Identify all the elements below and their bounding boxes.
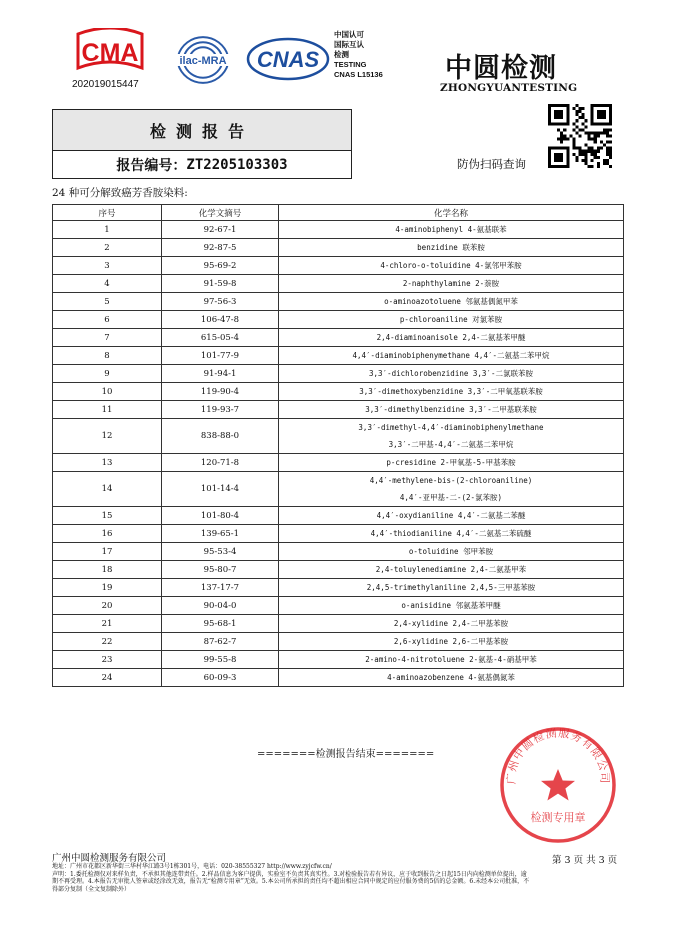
cell-no: 1 — [53, 221, 162, 239]
cell-cas: 137-17-7 — [162, 579, 279, 597]
brand-name: 中圆检测 — [445, 53, 557, 84]
chemical-name-line: 2-naphthylamine 2-萘胺 — [402, 279, 500, 288]
cell-cas: 91-94-1 — [162, 365, 279, 383]
cnas-accreditation-text — [334, 30, 383, 80]
table-row — [53, 543, 624, 561]
footer-statement — [52, 863, 627, 893]
table-row — [53, 507, 624, 525]
cnas-line: CNAS L15136 — [334, 70, 383, 79]
chemical-name-line: 2,4-xylidine 2,4-二甲基苯胺 — [393, 619, 509, 628]
chemical-name-line: 4,4′-thiodianiline 4,4′-二氨基二苯硫醚 — [370, 529, 532, 538]
table-row — [53, 472, 624, 507]
table-row — [53, 651, 624, 669]
chemical-name-line: 3,3′-dichlorobenzidine 3,3′-二氯联苯胺 — [369, 369, 533, 378]
cnas-line: 检测 — [334, 50, 349, 59]
cell-chemical-name — [279, 221, 624, 239]
cell-cas: 101-80-4 — [162, 507, 279, 525]
cell-no: 24 — [53, 669, 162, 687]
cell-chemical-name — [279, 454, 624, 472]
cell-no: 7 — [53, 329, 162, 347]
report-title-box — [52, 109, 352, 179]
chemical-name-line: 2-amino-4-nitrotoluene 2-氨基-4-硝基甲苯 — [365, 655, 537, 664]
table-row — [53, 597, 624, 615]
cnas-logo — [246, 33, 330, 85]
cell-cas: 97-56-3 — [162, 293, 279, 311]
cell-no: 12 — [53, 419, 162, 454]
cell-no: 19 — [53, 579, 162, 597]
cell-cas: 92-67-1 — [162, 221, 279, 239]
cell-no: 8 — [53, 347, 162, 365]
chemical-name-line: 3,3′-dimethoxybenzidine 3,3′-二甲氧基联苯胺 — [359, 387, 543, 396]
cell-cas: 60-09-3 — [162, 669, 279, 687]
table-row — [53, 419, 624, 454]
cma-logo — [72, 28, 148, 74]
cell-no: 20 — [53, 597, 162, 615]
header-cas: 化学文摘号 — [162, 205, 279, 221]
table-row — [53, 401, 624, 419]
table-header-row — [53, 205, 624, 221]
table-row — [53, 257, 624, 275]
cell-chemical-name — [279, 275, 624, 293]
cnas-line: TESTING — [334, 60, 367, 69]
cell-chemical-name — [279, 472, 624, 507]
chemical-name-line: 4,4′-methylene-bis-(2-chloroaniline) — [369, 476, 533, 485]
chemical-name-line: 4,4′-亚甲基-二-(2-氯苯胺) — [399, 493, 503, 502]
seal-star-icon — [541, 769, 575, 801]
cell-cas: 91-59-8 — [162, 275, 279, 293]
chemical-name-line: 4-aminobiphenyl 4-氨基联苯 — [395, 225, 507, 234]
footer-line: 声明：1.委托检测仅对来样负责，不承担其他连带责任。2.样品信息为客户提供，实验室不负责其真实性。3.对检验报告若有异议，应于收到报告之日起15日内向检测单位提出，逾 — [52, 870, 527, 878]
cell-cas: 95-68-1 — [162, 615, 279, 633]
chemical-name-line: p-cresidine 2-甲氧基-5-甲基苯胺 — [386, 458, 516, 467]
cell-no: 6 — [53, 311, 162, 329]
cell-chemical-name — [279, 365, 624, 383]
cell-chemical-name — [279, 329, 624, 347]
table-row — [53, 669, 624, 687]
cell-cas: 95-53-4 — [162, 543, 279, 561]
table-row — [53, 365, 624, 383]
chemical-name-line: p-chloroaniline 对氯苯胺 — [399, 315, 503, 324]
table-row — [53, 347, 624, 365]
footer-line: 期不再受理。4.本报告无审批人签章或经涂改无效，报告无“检测专用章”无效。5.本公司所承担的责任均不超出相应合同中规定的应付服务费的5倍的总金额。6.未经本公司批准，不 — [52, 878, 530, 886]
header-name: 化学名称 — [279, 205, 624, 221]
cell-no: 3 — [53, 257, 162, 275]
report-number-value: ZT2205103303 — [186, 156, 288, 173]
cell-cas: 95-69-2 — [162, 257, 279, 275]
cell-no: 18 — [53, 561, 162, 579]
cell-cas: 106-47-8 — [162, 311, 279, 329]
cell-cas: 120-71-8 — [162, 454, 279, 472]
cell-chemical-name — [279, 347, 624, 365]
cell-no: 4 — [53, 275, 162, 293]
cma-number: 202019015447 — [72, 79, 139, 90]
cell-chemical-name — [279, 651, 624, 669]
cell-no: 10 — [53, 383, 162, 401]
cell-chemical-name — [279, 419, 624, 454]
cell-cas: 101-14-4 — [162, 472, 279, 507]
cell-chemical-name — [279, 579, 624, 597]
cell-no: 23 — [53, 651, 162, 669]
report-end-marker: =======检测报告结束======= — [257, 749, 435, 760]
inspection-seal — [498, 725, 618, 845]
cell-cas: 101-77-9 — [162, 347, 279, 365]
cell-cas: 90-04-0 — [162, 597, 279, 615]
seal-bottom-text: 检测专用章 — [530, 811, 586, 824]
table-caption: 24 种可分解致癌芳香胺染料: — [52, 187, 188, 199]
report-number-label: 报告编号： — [116, 157, 187, 174]
cell-cas: 95-80-7 — [162, 561, 279, 579]
chemical-name-line: 2,4-toluylenediamine 2,4-二氨基甲苯 — [375, 565, 527, 574]
cell-cas: 87-62-7 — [162, 633, 279, 651]
cell-chemical-name — [279, 239, 624, 257]
cell-no: 13 — [53, 454, 162, 472]
chemical-name-line: 3,3′-dimethyl-4,4′-diaminobiphenylmethane — [358, 423, 544, 432]
chemical-name-line: o-aminoazotoluene 邻氨基偶氮甲苯 — [384, 297, 518, 306]
chemical-name-line: 4,4′-oxydianiline 4,4′-二氨基二苯醚 — [376, 511, 526, 520]
cell-cas: 139-65-1 — [162, 525, 279, 543]
cnas-line: 中国认可 — [334, 30, 364, 39]
cell-chemical-name — [279, 401, 624, 419]
seal-top-text: 广州中圆检测服务有限公司 — [504, 726, 612, 785]
cell-no: 5 — [53, 293, 162, 311]
table-row — [53, 311, 624, 329]
header-no: 序号 — [53, 205, 162, 221]
cell-chemical-name — [279, 543, 624, 561]
cell-chemical-name — [279, 561, 624, 579]
table-row — [53, 454, 624, 472]
chemical-name-line: 3,3′-dimethylbenzidine 3,3′-二甲基联苯胺 — [365, 405, 537, 414]
cma-logo-text: CMA — [81, 39, 139, 67]
chemical-name-line: 4-aminoazobenzene 4-氨基偶氮苯 — [387, 673, 515, 682]
ilac-mra-logo — [168, 28, 238, 86]
cell-cas: 119-90-4 — [162, 383, 279, 401]
cell-cas: 119-93-7 — [162, 401, 279, 419]
cell-no: 14 — [53, 472, 162, 507]
cell-cas: 838-88-0 — [162, 419, 279, 454]
cell-chemical-name — [279, 311, 624, 329]
footer-line: 得部分复制（全文复制除外） — [52, 885, 131, 893]
chemical-name-line: 2,6-xylidine 2,6-二甲基苯胺 — [393, 637, 509, 646]
table-row — [53, 293, 624, 311]
cell-chemical-name — [279, 507, 624, 525]
chemical-name-line: o-toluidine 邻甲苯胺 — [408, 547, 494, 556]
table-row — [53, 633, 624, 651]
table-row — [53, 615, 624, 633]
footer-line: 地址：广州市花都区新华街三华村华江路3号1栋301号，电话：020-38555327 http://www.zyjcfw.cn/ — [52, 863, 332, 870]
amine-table — [52, 204, 624, 687]
chemical-name-line: 3,3′-二甲基-4,4′-二氨基二苯甲烷 — [388, 440, 514, 449]
cell-no: 16 — [53, 525, 162, 543]
cell-no: 11 — [53, 401, 162, 419]
table-row — [53, 239, 624, 257]
chemical-name-line: o-anisidine 邻氨基苯甲醚 — [401, 601, 501, 610]
table-row — [53, 383, 624, 401]
table-row — [53, 275, 624, 293]
cell-chemical-name — [279, 257, 624, 275]
footer-company: 广州中圆检测服务有限公司 — [52, 853, 167, 864]
cell-no: 17 — [53, 543, 162, 561]
cell-cas: 99-55-8 — [162, 651, 279, 669]
qr-code-icon[interactable] — [548, 104, 612, 168]
table-row — [53, 525, 624, 543]
cell-chemical-name — [279, 633, 624, 651]
chemical-name-line: 4,4′-diaminobiphenymethane 4,4′-二氨基二苯甲烷 — [352, 351, 550, 360]
ilac-mra-logo-text: ilac-MRA — [179, 55, 227, 67]
cnas-line: 国际互认 — [334, 40, 364, 49]
report-number — [53, 151, 351, 178]
chemical-name-line: 2,4-diaminoanisole 2,4-二氨基苯甲醚 — [376, 333, 526, 342]
cell-chemical-name — [279, 615, 624, 633]
chemical-name-line: 2,4,5-trimethylaniline 2,4,5-三甲基苯胺 — [366, 583, 536, 592]
cell-no: 9 — [53, 365, 162, 383]
report-title: 检测报告 — [53, 110, 351, 151]
cell-chemical-name — [279, 383, 624, 401]
cell-no: 2 — [53, 239, 162, 257]
brand-name-en: ZHONGYUANTESTING — [440, 82, 578, 94]
table-row — [53, 579, 624, 597]
cell-no: 21 — [53, 615, 162, 633]
chemical-name-line: benzidine 联苯胺 — [417, 243, 485, 252]
table-row — [53, 329, 624, 347]
cell-cas: 92-87-5 — [162, 239, 279, 257]
qr-scan-label: 防伪扫码查询 — [457, 157, 526, 171]
cell-chemical-name — [279, 293, 624, 311]
cnas-logo-text: CNAS — [256, 47, 320, 72]
cell-no: 22 — [53, 633, 162, 651]
cell-chemical-name — [279, 669, 624, 687]
cell-no: 15 — [53, 507, 162, 525]
table-row — [53, 561, 624, 579]
cell-cas: 615-05-4 — [162, 329, 279, 347]
cell-chemical-name — [279, 597, 624, 615]
chemical-name-line: 4-chloro-o-toluidine 4-氯邻甲苯胺 — [380, 261, 522, 270]
page-indicator: 第 3 页 共 3 页 — [552, 855, 618, 866]
table-row — [53, 221, 624, 239]
cell-chemical-name — [279, 525, 624, 543]
